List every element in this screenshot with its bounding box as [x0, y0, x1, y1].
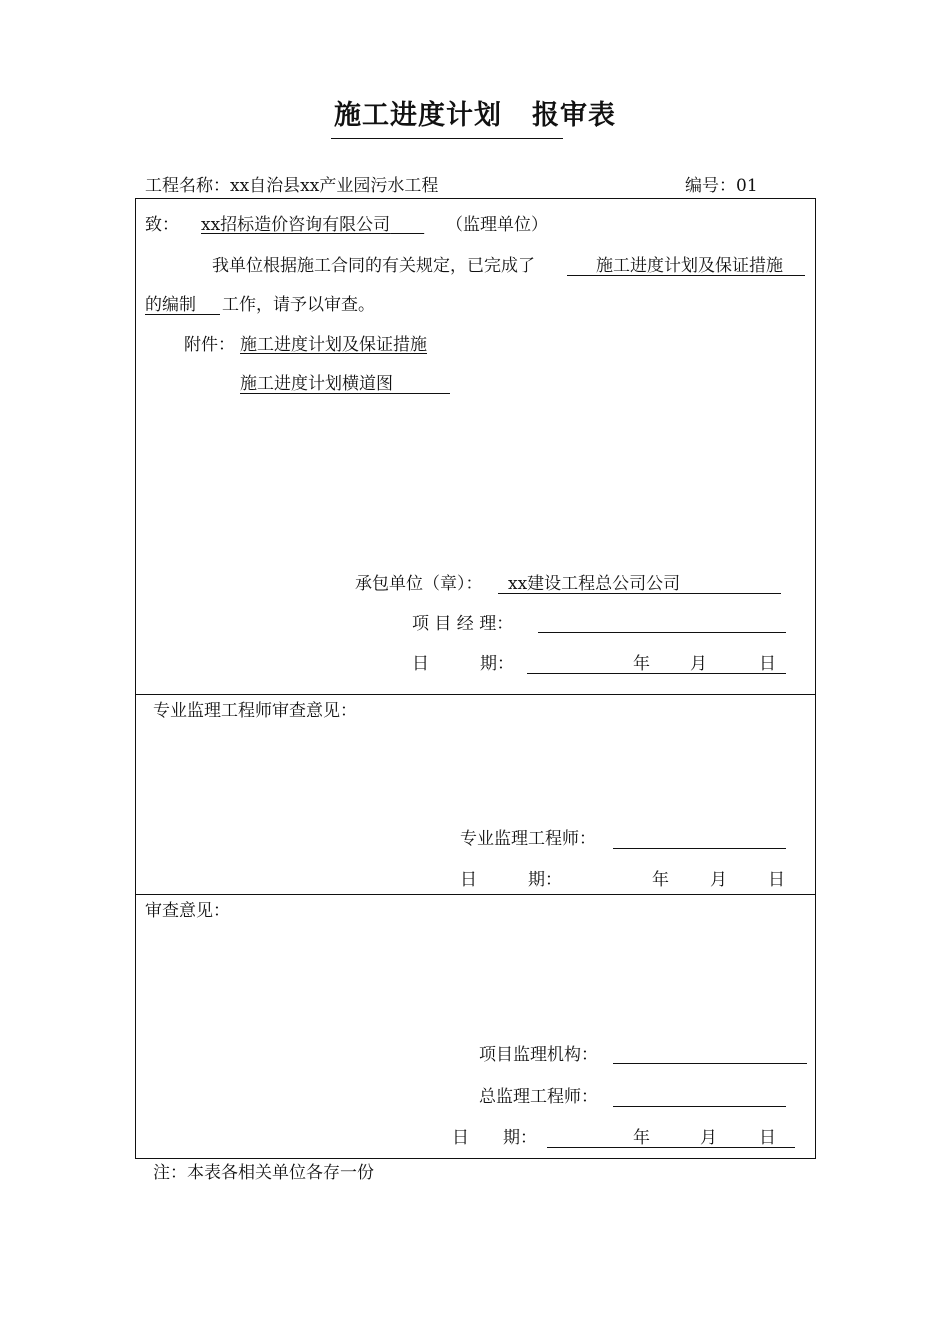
engineer-opinion-label: 专业监理工程师审查意见： [153, 701, 357, 721]
section-divider-1 [135, 694, 816, 695]
supervision-org-line [613, 1063, 807, 1064]
contractor-date-line [527, 673, 786, 674]
contractor-label: 承包单位（章）： [355, 574, 483, 594]
attachment-label: 附件： [184, 335, 235, 355]
title-part1: 施工进度计划 [334, 100, 502, 131]
engineer-date-year: 年 [652, 870, 669, 890]
body-suffix: 工作，请予以审查。 [222, 295, 375, 315]
supervision-org-label: 项目监理机构： [479, 1045, 598, 1065]
recipient-suffix: （监理单位） [446, 215, 548, 235]
contractor-date-day: 日 [759, 654, 776, 674]
body-text-line1 [212, 255, 535, 277]
review-date-year: 年 [633, 1128, 650, 1148]
body-fill-line1: 施工进度计划及保证措施 [596, 256, 783, 276]
body-prefix: 我单位根据施工合同的有关规定，已完成了 [212, 256, 535, 276]
recipient-value [183, 214, 427, 236]
project-name-label: 工程名称： [145, 176, 230, 196]
title-part2: 报审表 [532, 100, 616, 131]
project-manager-signature-line [538, 632, 786, 633]
form-number-label: 编号： [685, 176, 736, 196]
engineer-date-label: 日 期： [460, 870, 562, 890]
project-name-value: xx自治县xx产业园污水工程 [230, 176, 439, 196]
form-table [135, 198, 816, 1159]
review-date-day: 日 [759, 1128, 776, 1148]
recipient-row [145, 214, 179, 236]
footer-note: 注：本表各相关单位各存一份 [153, 1163, 374, 1183]
form-number-value: 01 [736, 176, 758, 196]
engineer-date-month: 月 [710, 870, 727, 890]
recipient-label: 致： [145, 215, 179, 235]
recipient-name: xx招标造价咨询有限公司 [201, 215, 391, 235]
title-underline [331, 138, 563, 139]
engineer-date-day: 日 [768, 870, 785, 890]
contractor-date-month: 月 [690, 654, 707, 674]
section-divider-2 [135, 894, 816, 895]
attachment-item-2: 施工进度计划横道图 [240, 374, 393, 394]
review-date-month: 月 [700, 1128, 717, 1148]
supervising-engineer-label: 专业监理工程师： [460, 829, 596, 849]
review-date-line [547, 1147, 795, 1148]
contractor-value: xx建设工程总公司公司 [508, 574, 681, 594]
contractor-date-label: 日 期： [412, 654, 514, 674]
review-opinion-label: 审查意见： [145, 901, 230, 921]
review-date-label: 日 期： [452, 1128, 537, 1148]
attachment-item-1: 施工进度计划及保证措施 [240, 335, 427, 355]
project-manager-label: 项 目 经 理： [412, 614, 514, 634]
body-fill-line2: 的编制 [145, 295, 196, 315]
form-number-row [685, 175, 758, 197]
chief-engineer-signature-line [613, 1106, 786, 1107]
contractor-date-year: 年 [633, 654, 650, 674]
supervising-engineer-signature-line [613, 848, 786, 849]
chief-engineer-label: 总监理工程师： [479, 1087, 598, 1107]
page-title [0, 98, 950, 134]
project-name-row [145, 175, 438, 197]
